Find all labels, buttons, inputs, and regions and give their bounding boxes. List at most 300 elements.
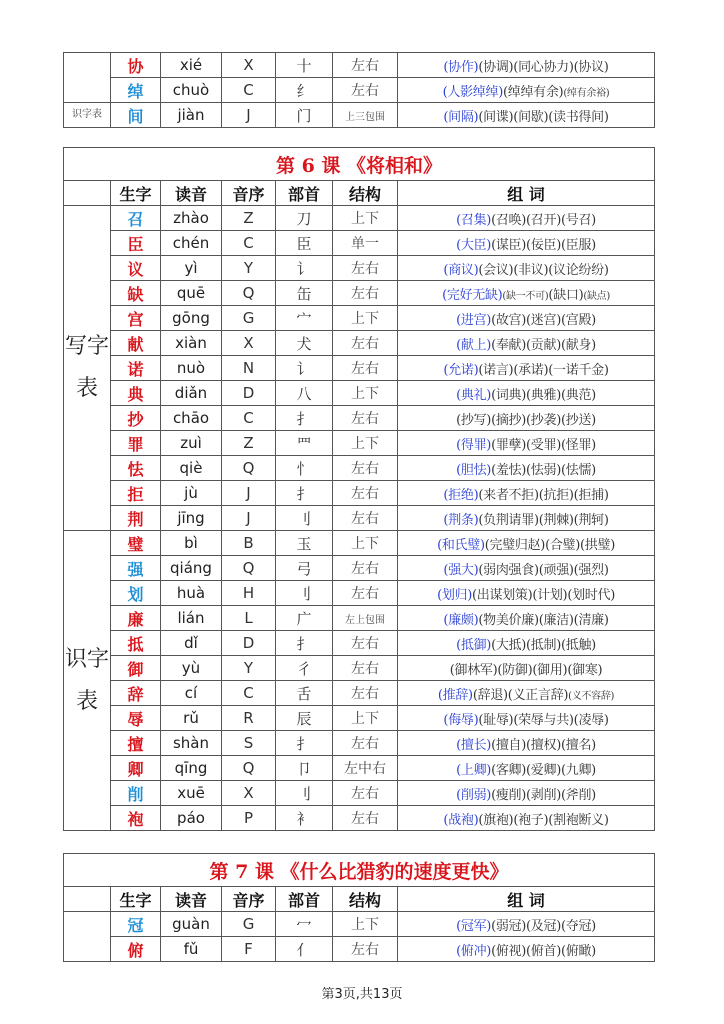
pinyin-cell: xuē [161, 781, 222, 806]
header-blank [64, 887, 111, 912]
table-row [64, 531, 655, 556]
structure-cell: 左上包围 [333, 606, 398, 631]
word-item: (御寒) [567, 662, 603, 678]
word-list [398, 581, 655, 606]
character-cell: 召 [111, 206, 161, 231]
radical-cell: 缶 [276, 281, 333, 306]
radical-cell: 宀 [276, 306, 333, 331]
column-header: 部首 [276, 887, 333, 912]
phonetic-order-cell: R [222, 706, 276, 731]
word-item: (荆条) [443, 512, 479, 528]
structure-cell: 左右 [333, 406, 398, 431]
word-list [398, 306, 655, 331]
word-item: (宫殿) [560, 312, 596, 328]
word-item: (荆轲) [573, 512, 609, 528]
word-item: (物美价廉) [478, 612, 539, 628]
table-row [64, 912, 655, 937]
phonetic-order-cell: Q [222, 756, 276, 781]
word-item: (同心协力) [513, 59, 574, 75]
word-item: (抵触) [560, 637, 596, 653]
character-cell: 间 [111, 103, 161, 128]
word-item: (爱卿) [526, 762, 561, 778]
word-item: (非议) [513, 262, 549, 278]
radical-cell: 卩 [276, 756, 333, 781]
table-row [64, 481, 655, 506]
character-cell: 抄 [111, 406, 161, 431]
word-item: (辞退) [472, 687, 508, 703]
word-list [398, 231, 655, 256]
phonetic-order-cell: X [222, 781, 276, 806]
character-cell: 献 [111, 331, 161, 356]
header-blank [64, 181, 111, 206]
radical-cell: 弓 [276, 556, 333, 581]
pinyin-cell: chāo [161, 406, 222, 431]
character-cell: 议 [111, 256, 161, 281]
section-label: 识字表 [64, 103, 111, 128]
pinyin-cell: jù [161, 481, 222, 506]
table-row [64, 806, 655, 831]
word-item: (义正言辞) [507, 687, 569, 703]
word-list [398, 281, 655, 306]
radical-cell: 舌 [276, 681, 333, 706]
word-item: (协议) [573, 59, 609, 75]
word-list [398, 806, 655, 831]
word-item: (推辞) [437, 687, 473, 703]
word-item: (间隔) [443, 109, 479, 125]
word-item: (承诺) [513, 362, 549, 378]
word-item: (绰绰有余) [502, 84, 564, 100]
radical-cell: 十 [276, 53, 333, 78]
pinyin-cell: zhào [161, 206, 222, 231]
pinyin-cell: qīng [161, 756, 222, 781]
word-item: (拒捕) [573, 487, 609, 503]
radical-cell: 刀 [276, 206, 333, 231]
column-header: 生字 [111, 887, 161, 912]
word-item: (谋臣) [491, 237, 527, 253]
character-cell: 廉 [111, 606, 161, 631]
table-row [64, 706, 655, 731]
word-list [398, 556, 655, 581]
phonetic-order-cell: Z [222, 431, 276, 456]
word-item: (大抵) [491, 637, 527, 653]
structure-cell: 上下 [333, 431, 398, 456]
structure-cell: 上下 [333, 531, 398, 556]
structure-cell: 左右 [333, 281, 398, 306]
section-label: 写字表 [64, 206, 111, 531]
character-cell: 荆 [111, 506, 161, 531]
radical-cell: 臣 [276, 231, 333, 256]
lesson6-title: 第 6 课 《将相和》 [64, 148, 655, 181]
word-list [398, 406, 655, 431]
word-item: (缺口) [548, 287, 584, 303]
phonetic-order-cell: C [222, 78, 276, 103]
word-item: (召唤) [491, 212, 527, 228]
word-list [398, 531, 655, 556]
pinyin-cell: nuò [161, 356, 222, 381]
word-item: (出谋划策) [472, 587, 533, 603]
word-item: (议论纷纷) [548, 262, 609, 278]
structure-cell: 上下 [333, 206, 398, 231]
character-cell: 怯 [111, 456, 161, 481]
word-item: (贡献) [526, 337, 561, 353]
radical-cell: 犬 [276, 331, 333, 356]
table-row [64, 256, 655, 281]
table-row [64, 356, 655, 381]
pinyin-cell: yù [161, 656, 222, 681]
pinyin-cell: lián [161, 606, 222, 631]
word-item: (御用) [532, 662, 568, 678]
character-cell: 罪 [111, 431, 161, 456]
lesson7-table [63, 853, 655, 962]
structure-cell: 左右 [333, 631, 398, 656]
word-list [398, 431, 655, 456]
structure-cell: 上下 [333, 912, 398, 937]
word-item: (擅自) [491, 737, 527, 753]
word-item: (间谍) [478, 109, 514, 125]
word-item: (迷宫) [526, 312, 561, 328]
word-item: (会议) [478, 262, 514, 278]
pinyin-cell: xié [161, 53, 222, 78]
phonetic-order-cell: J [222, 506, 276, 531]
radical-cell: 扌 [276, 631, 333, 656]
character-cell: 辞 [111, 681, 161, 706]
word-item: (摘抄) [491, 412, 527, 428]
word-item: (商议) [443, 262, 479, 278]
pinyin-cell: cí [161, 681, 222, 706]
pinyin-cell: huà [161, 581, 222, 606]
word-list [398, 456, 655, 481]
word-item: (臣服) [560, 237, 596, 253]
word-item: (俯冲) [456, 943, 492, 959]
pinyin-cell: quē [161, 281, 222, 306]
character-cell: 强 [111, 556, 161, 581]
table-row [64, 53, 655, 78]
character-cell: 擅 [111, 731, 161, 756]
table-row [64, 731, 655, 756]
structure-cell: 左右 [333, 456, 398, 481]
phonetic-order-cell: C [222, 681, 276, 706]
word-item: (典雅) [526, 387, 561, 403]
table-row [64, 78, 655, 103]
table-row [64, 331, 655, 356]
word-item: (划时代) [567, 587, 615, 603]
word-list [398, 631, 655, 656]
phonetic-order-cell: C [222, 231, 276, 256]
structure-cell: 左右 [333, 556, 398, 581]
word-list [398, 912, 655, 937]
word-item: (凌辱) [573, 712, 609, 728]
table-row [64, 231, 655, 256]
word-item: (间歇) [513, 109, 549, 125]
table-row [64, 631, 655, 656]
word-item: (受罪) [526, 437, 561, 453]
word-item: (献上) [456, 337, 492, 353]
character-cell: 冠 [111, 912, 161, 937]
word-list [398, 781, 655, 806]
radical-cell: 忄 [276, 456, 333, 481]
phonetic-order-cell: L [222, 606, 276, 631]
character-cell: 俯 [111, 937, 161, 962]
word-item: (抄袭) [526, 412, 561, 428]
word-item: (抵御) [456, 637, 492, 653]
radical-cell: 刂 [276, 581, 333, 606]
word-item: (冠军) [456, 918, 492, 934]
lesson7-title: 第 7 课 《什么比猎豹的速度更快》 [64, 854, 655, 887]
column-header: 生字 [111, 181, 161, 206]
word-item: (划归) [437, 587, 473, 603]
character-cell: 宫 [111, 306, 161, 331]
word-item: (弱冠) [491, 918, 527, 934]
radical-cell: 冖 [276, 912, 333, 937]
phonetic-order-cell: H [222, 581, 276, 606]
pinyin-cell: bì [161, 531, 222, 556]
word-item: (允诺) [443, 362, 479, 378]
phonetic-order-cell: C [222, 406, 276, 431]
phonetic-order-cell: G [222, 912, 276, 937]
structure-cell: 左右 [333, 781, 398, 806]
phonetic-order-cell: S [222, 731, 276, 756]
word-list [398, 78, 655, 103]
word-item: (俯瞰) [560, 943, 596, 959]
word-item: (故宫) [491, 312, 527, 328]
word-list [398, 381, 655, 406]
word-item: (夺冠) [560, 918, 596, 934]
word-item: (罪孽) [491, 437, 527, 453]
word-list [398, 331, 655, 356]
word-list [398, 756, 655, 781]
word-item: (召集) [456, 212, 492, 228]
radical-cell: 亻 [276, 937, 333, 962]
radical-cell: 纟 [276, 78, 333, 103]
table-row [64, 206, 655, 231]
word-item: (俯视) [491, 943, 527, 959]
word-item: (抵制) [526, 637, 561, 653]
word-item: (袍子) [513, 812, 549, 828]
character-cell: 袍 [111, 806, 161, 831]
word-item: (强烈) [573, 562, 609, 578]
word-item: (得罪) [456, 437, 492, 453]
page-footer: 第3页,共13页 [321, 987, 403, 1002]
word-list [398, 506, 655, 531]
structure-cell: 上下 [333, 381, 398, 406]
word-list [398, 481, 655, 506]
structure-cell: 左右 [333, 256, 398, 281]
pinyin-cell: dǐ [161, 631, 222, 656]
character-cell: 诺 [111, 356, 161, 381]
word-item: (合璧) [545, 537, 581, 553]
radical-cell: 扌 [276, 406, 333, 431]
word-item: (九卿) [560, 762, 596, 778]
phonetic-order-cell: Y [222, 256, 276, 281]
structure-cell: 左右 [333, 656, 398, 681]
word-list [398, 731, 655, 756]
table-row [64, 606, 655, 631]
pinyin-cell: jīng [161, 506, 222, 531]
radical-cell: 广 [276, 606, 333, 631]
table-row [64, 937, 655, 962]
word-list [398, 206, 655, 231]
word-item: (词典) [491, 387, 527, 403]
word-item: (典范) [560, 387, 596, 403]
word-list [398, 937, 655, 962]
word-item: (及冠) [526, 918, 561, 934]
word-item: (号召) [560, 212, 596, 228]
structure-cell: 左右 [333, 356, 398, 381]
phonetic-order-cell: Q [222, 556, 276, 581]
word-item: (防御) [497, 662, 533, 678]
word-item: (擅长) [456, 737, 492, 753]
word-item: (协作) [443, 59, 479, 75]
character-cell: 划 [111, 581, 161, 606]
word-item: (佞臣) [526, 237, 561, 253]
radical-cell: 罒 [276, 431, 333, 456]
word-item: (上卿) [456, 762, 492, 778]
pinyin-cell: chén [161, 231, 222, 256]
radical-cell: 衤 [276, 806, 333, 831]
table-row [64, 656, 655, 681]
pinyin-cell: qiè [161, 456, 222, 481]
word-item: (抗拒) [538, 487, 574, 503]
structure-cell: 左中右 [333, 756, 398, 781]
table-row [64, 456, 655, 481]
pinyin-cell: diǎn [161, 381, 222, 406]
radical-cell: 扌 [276, 481, 333, 506]
word-item: (战袍) [443, 812, 479, 828]
radical-cell: 刂 [276, 781, 333, 806]
word-item: (诺言) [478, 362, 514, 378]
phonetic-order-cell: X [222, 331, 276, 356]
character-cell: 协 [111, 53, 161, 78]
word-item: (拱璧) [580, 537, 615, 553]
structure-cell: 左右 [333, 481, 398, 506]
radical-cell: 讠 [276, 356, 333, 381]
phonetic-order-cell: Z [222, 206, 276, 231]
word-item: (旗袍) [478, 812, 514, 828]
word-item: (斧削) [560, 787, 596, 803]
word-item: (协调) [478, 59, 514, 75]
pinyin-cell: zuì [161, 431, 222, 456]
phonetic-order-cell: F [222, 937, 276, 962]
word-item: (负荆请罪) [478, 512, 539, 528]
radical-cell: 八 [276, 381, 333, 406]
structure-cell: 左右 [333, 731, 398, 756]
structure-cell: 左右 [333, 806, 398, 831]
pinyin-cell: rǔ [161, 706, 222, 731]
radical-cell: 讠 [276, 256, 333, 281]
lesson5-tail-table [63, 52, 655, 128]
word-list [398, 681, 655, 706]
character-cell: 缺 [111, 281, 161, 306]
word-list [398, 606, 655, 631]
table-row [64, 306, 655, 331]
word-item: (荆棘) [538, 512, 574, 528]
word-item: (剥削) [526, 787, 561, 803]
column-header: 结构 [333, 181, 398, 206]
word-item: (怯弱) [526, 462, 561, 478]
word-item: (义不容辞) [568, 690, 615, 702]
table-row [64, 581, 655, 606]
phonetic-order-cell: B [222, 531, 276, 556]
table-row [64, 506, 655, 531]
character-cell: 辱 [111, 706, 161, 731]
word-item: (绰有余裕) [563, 87, 610, 99]
word-item: (人影绰绰) [442, 84, 503, 100]
word-list [398, 356, 655, 381]
pinyin-cell: yì [161, 256, 222, 281]
radical-cell: 玉 [276, 531, 333, 556]
word-item: (廉颇) [443, 612, 479, 628]
word-item: (抄送) [560, 412, 596, 428]
word-item: (御林军) [449, 662, 498, 678]
word-item: (献身) [560, 337, 596, 353]
structure-cell: 左右 [333, 53, 398, 78]
word-item: (耻辱) [478, 712, 514, 728]
table-row [64, 103, 655, 128]
word-item: (羞怯) [491, 462, 527, 478]
phonetic-order-cell: D [222, 631, 276, 656]
structure-cell: 左右 [333, 937, 398, 962]
blank-cell [64, 53, 111, 103]
character-cell: 绰 [111, 78, 161, 103]
word-item: (大臣) [456, 237, 492, 253]
structure-cell: 上三包围 [333, 103, 398, 128]
table-row [64, 781, 655, 806]
phonetic-order-cell: D [222, 381, 276, 406]
pinyin-cell: xiàn [161, 331, 222, 356]
word-item: (怯懦) [560, 462, 596, 478]
word-item: (缺点) [583, 290, 610, 302]
table-row [64, 281, 655, 306]
word-item: (怪罪) [560, 437, 596, 453]
word-item: (荣辱与共) [513, 712, 574, 728]
phonetic-order-cell: J [222, 481, 276, 506]
word-item: (典礼) [456, 387, 492, 403]
structure-cell: 单一 [333, 231, 398, 256]
structure-cell: 左右 [333, 331, 398, 356]
word-item: (廉洁) [538, 612, 574, 628]
character-cell: 臣 [111, 231, 161, 256]
pinyin-cell: chuò [161, 78, 222, 103]
word-item: (顽强) [538, 562, 574, 578]
table-row [64, 431, 655, 456]
phonetic-order-cell: N [222, 356, 276, 381]
column-header: 音序 [222, 181, 276, 206]
column-header: 组 词 [398, 181, 655, 206]
pinyin-cell: páo [161, 806, 222, 831]
structure-cell: 左右 [333, 581, 398, 606]
word-item: (强大) [443, 562, 479, 578]
column-header: 读音 [161, 887, 222, 912]
column-header: 结构 [333, 887, 398, 912]
word-item: (完好无缺) [442, 287, 503, 303]
column-header: 读音 [161, 181, 222, 206]
radical-cell: 门 [276, 103, 333, 128]
word-item: (召开) [526, 212, 561, 228]
word-item: (削弱) [456, 787, 492, 803]
word-item: (擅权) [526, 737, 561, 753]
word-list [398, 656, 655, 681]
word-list [398, 103, 655, 128]
word-item: (缺一不可) [502, 290, 549, 302]
phonetic-order-cell: Y [222, 656, 276, 681]
structure-cell: 左右 [333, 506, 398, 531]
lesson6-table [63, 147, 655, 831]
word-item: (一诺千金) [548, 362, 609, 378]
word-item: (割袍断义) [548, 812, 609, 828]
word-item: (奉献) [491, 337, 527, 353]
phonetic-order-cell: Q [222, 456, 276, 481]
word-item: (胆怯) [456, 462, 492, 478]
